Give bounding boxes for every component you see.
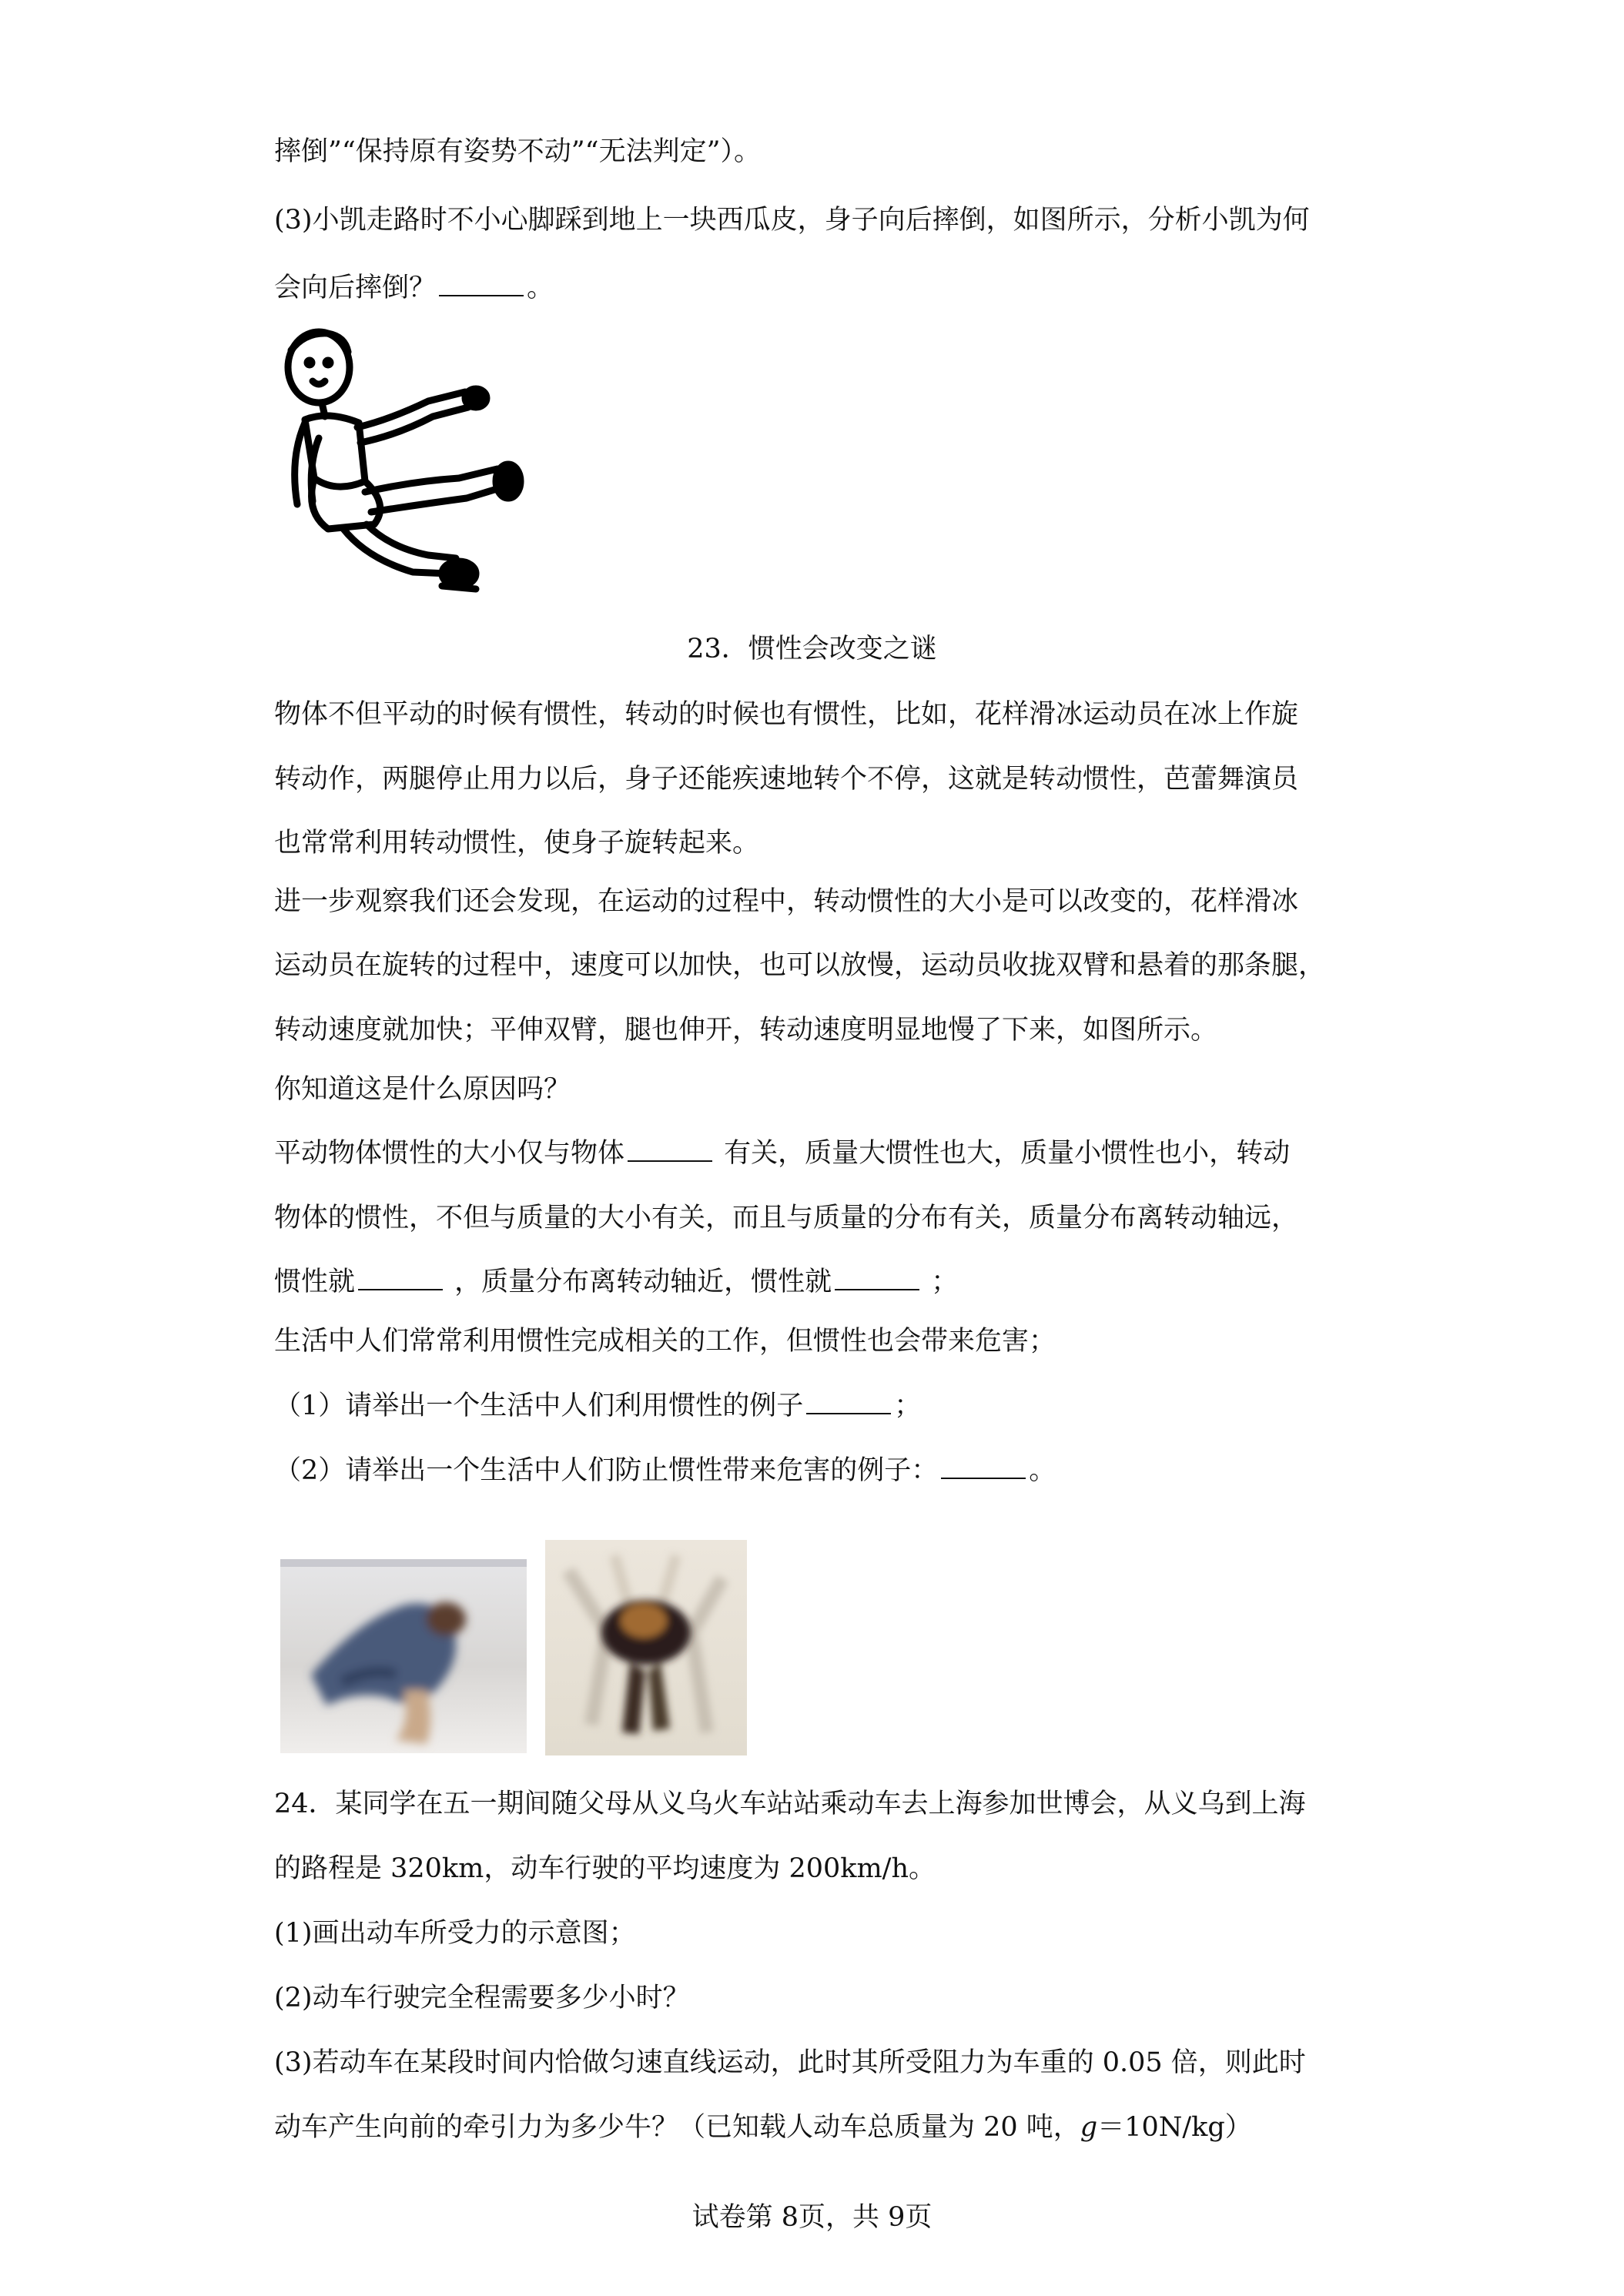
q24-line2: 的路程是 320km，动车行驶的平均速度为 200km/h。 bbox=[274, 1853, 936, 1884]
q23-sub1-end: ； bbox=[894, 1391, 922, 1421]
answer-blank bbox=[628, 1134, 712, 1162]
q23-p4-l3-text-b: ，质量分布离转动轴近，惯性就 bbox=[446, 1267, 832, 1297]
q23-p4-text-b: 有关，质量大惯性也大，质量小惯性也小，转动 bbox=[715, 1138, 1291, 1169]
q23-subquestion1 bbox=[274, 1387, 921, 1425]
answer-blank bbox=[941, 1451, 1026, 1479]
q24-line1: 24．某同学在五一期间随父母从义乌火车站站乘动车去上海参加世博会，从义乌到上海 bbox=[274, 1789, 1306, 1819]
skater-photo-spinning-fast bbox=[280, 1559, 527, 1753]
q22-sub3-line2 bbox=[274, 269, 554, 307]
q23-p4-l3-text-a: 惯性就 bbox=[274, 1267, 356, 1297]
q23-subquestion2 bbox=[274, 1451, 1056, 1490]
q23-p4-l3-text-c: ； bbox=[922, 1267, 959, 1297]
q22-sub3-end: 。 bbox=[527, 273, 554, 303]
q23-p4-text-a: 平动物体惯性的大小仅与物体 bbox=[274, 1138, 625, 1169]
q24-subquestion3-line2 bbox=[274, 2108, 1252, 2147]
q23-sub2-end: 。 bbox=[1029, 1455, 1056, 1486]
q23-title: 23．惯性会改变之谜 bbox=[687, 634, 937, 664]
q24-subquestion2: (2)动车行驶完全程需要多少小时？ bbox=[274, 1983, 690, 2013]
q23-paragraph4-line1 bbox=[274, 1134, 1290, 1173]
q24-subquestion3-line1: (3)若动车在某段时间内恰做匀速直线运动，此时其所受阻力为车重的 0.05 倍，则此时 bbox=[274, 2047, 1306, 2078]
q22-sub3-line1: (3)小凯走路时不小心脚踩到地上一块西瓜皮，身子向后摔倒，如图所示，分析小凯为何 bbox=[274, 205, 1310, 236]
q23-paragraph1-line3: 也常常利用转动惯性，使身子旋转起来。 bbox=[274, 828, 760, 858]
q24-sub3-text-b: ＝10N/kg） bbox=[1097, 2112, 1252, 2143]
skater-photo-spinning-slow bbox=[545, 1540, 747, 1755]
answer-blank bbox=[439, 269, 524, 296]
q24-subquestion1: (1)画出动车所受力的示意图； bbox=[274, 1918, 636, 1949]
q23-paragraph2-line1: 进一步观察我们还会发现，在运动的过程中，转动惯性的大小是可以改变的，花样滑冰 bbox=[274, 886, 1299, 917]
q23-paragraph5: 生活中人们常常利用惯性完成相关的工作，但惯性也会带来危害； bbox=[274, 1326, 1056, 1357]
q23-sub1-text: （1）请举出一个生活中人们利用惯性的例子 bbox=[274, 1391, 804, 1421]
q22-continuation-line: 摔倒”“保持原有姿势不动”“无法判定”）。 bbox=[274, 136, 761, 167]
q23-paragraph1-line1: 物体不但平动的时候有惯性，转动的时候也有惯性，比如，花样滑冰运动员在冰上作旋 bbox=[274, 699, 1299, 730]
q24-sub3-text-a: 动车产生向前的牵引力为多少牛？（已知载人动车总质量为 20 吨， bbox=[274, 2112, 1080, 2143]
answer-blank bbox=[835, 1263, 919, 1290]
q23-paragraph1-line2: 转动作，两腿停止用力以后，身子还能疾速地转个不停，这就是转动惯性，芭蕾舞演员 bbox=[274, 764, 1299, 795]
page-footer: 试卷第 8页，共 9页 bbox=[691, 2202, 933, 2233]
q23-paragraph4-line2: 物体的惯性，不但与质量的大小有关，而且与质量的分布有关，质量分布离转动轴远， bbox=[274, 1203, 1299, 1233]
q23-paragraph4-line3 bbox=[274, 1263, 958, 1301]
q23-paragraph2-line2: 运动员在旋转的过程中，速度可以加快，也可以放慢，运动员收拢双臂和悬着的那条腿， bbox=[274, 950, 1326, 981]
gravity-symbol: g bbox=[1080, 2112, 1098, 2143]
slipping-person-figure bbox=[274, 327, 536, 604]
q22-sub3-text: 会向后摔倒？ bbox=[274, 273, 437, 303]
q23-paragraph2-line3: 转动速度就加快；平伸双臂，腿也伸开，转动速度明显地慢了下来，如图所示。 bbox=[274, 1015, 1218, 1046]
q23-paragraph3: 你知道这是什么原因吗？ bbox=[274, 1074, 571, 1105]
answer-blank bbox=[806, 1387, 891, 1414]
answer-blank bbox=[358, 1263, 443, 1290]
q23-sub2-text: （2）请举出一个生活中人们防止惯性带来危害的例子： bbox=[274, 1455, 939, 1486]
